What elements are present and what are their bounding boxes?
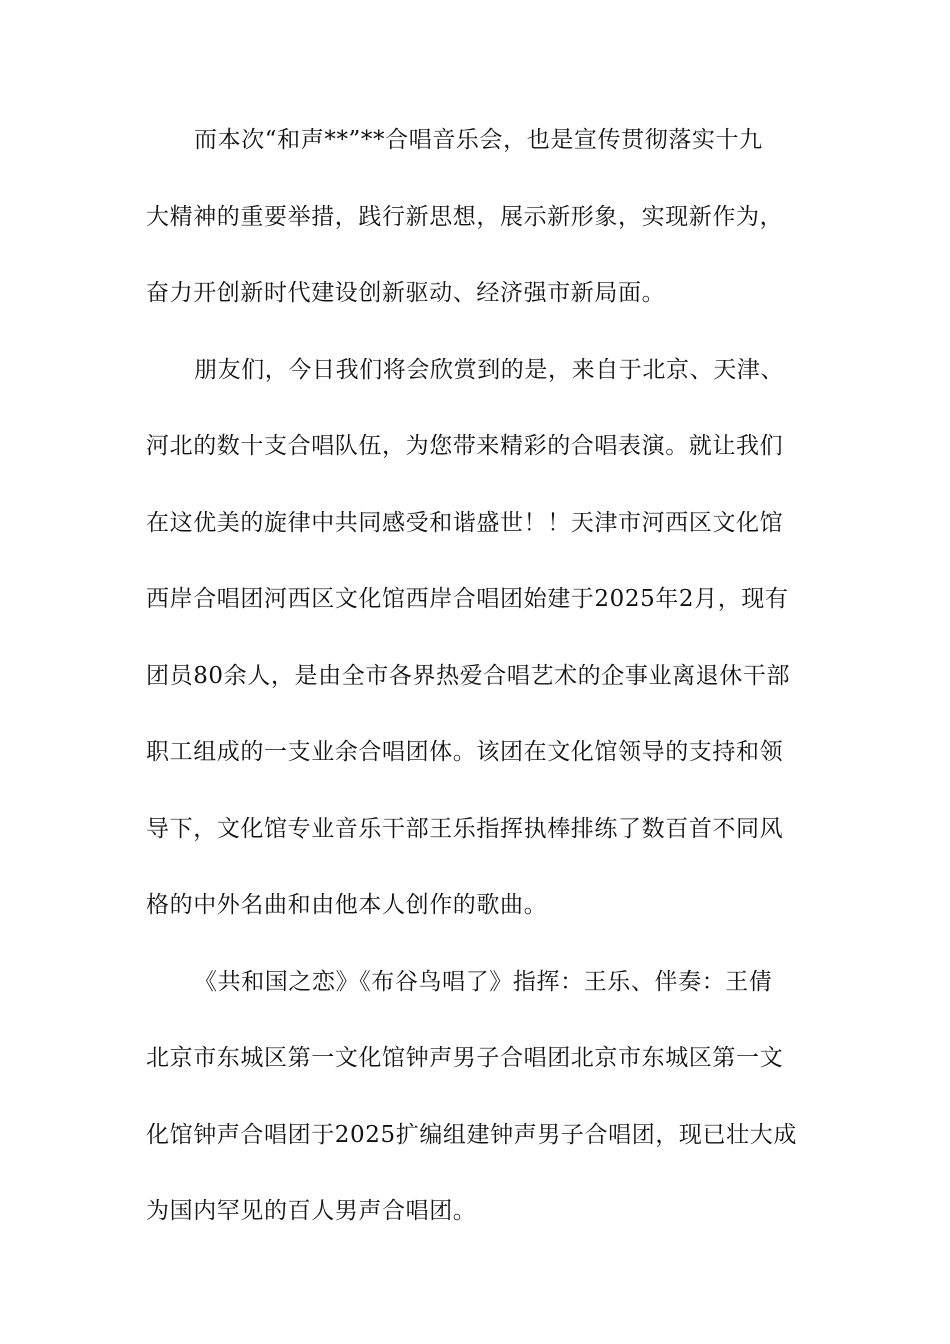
paragraph-3-line-3: 化馆钟声合唱团于2025扩编组建钟声男子合唱团，现已壮大成 [146,1121,797,1148]
paragraph-3-line-2: 北京市东城区第一文化馆钟声男子合唱团北京市东城区第一文 [146,1045,784,1071]
paragraph-2-line-1: 朋友们，今日我们将会欣赏到的是，来自于北京、天津、 [194,356,784,383]
document-body [146,128,806,1276]
paragraph-2-line-8: 格的中外名曲和由他本人创作的歌曲。 [146,892,548,918]
paragraph-1-line-3: 奋力开创新时代建设创新驱动、经济强市新局面。 [146,280,666,306]
paragraph-1-line-1: 而本次“和声**”**合唱音乐会，也是宣传贯彻落实十九 [194,127,763,153]
paragraph-2-line-2: 河北的数十支合唱队伍，为您带来精彩的合唱表演。就让我们 [146,433,784,459]
paragraph-2-line-4: 西岸合唱团河西区文化馆西岸合唱团始建于2025年2月，现有 [146,586,789,612]
paragraph-2-line-6: 职工组成的一支业余合唱团体。该团在文化馆领导的支持和领 [146,739,784,765]
paragraph-3-line-4: 为国内罕见的百人男声合唱团。 [146,1198,477,1224]
paragraph-2-line-3: 在这优美的旋律中共同感受和谐盛世！！天津市河西区文化馆 [146,509,784,536]
paragraph-2-line-7: 导下，文化馆专业音乐干部王乐指挥执棒排练了数百首不同风 [146,815,784,842]
paragraph-3-line-1: 《共和国之恋》《布谷鸟唱了》指挥：王乐、伴奏：王倩 [194,968,773,995]
paragraph-1-line-2: 大精神的重要举措，践行新思想，展示新形象，实现新作为， [146,203,784,230]
paragraph-2-line-5: 团员80余人，是由全市各界热爱合唱艺术的企事业离退休干部 [146,662,791,689]
